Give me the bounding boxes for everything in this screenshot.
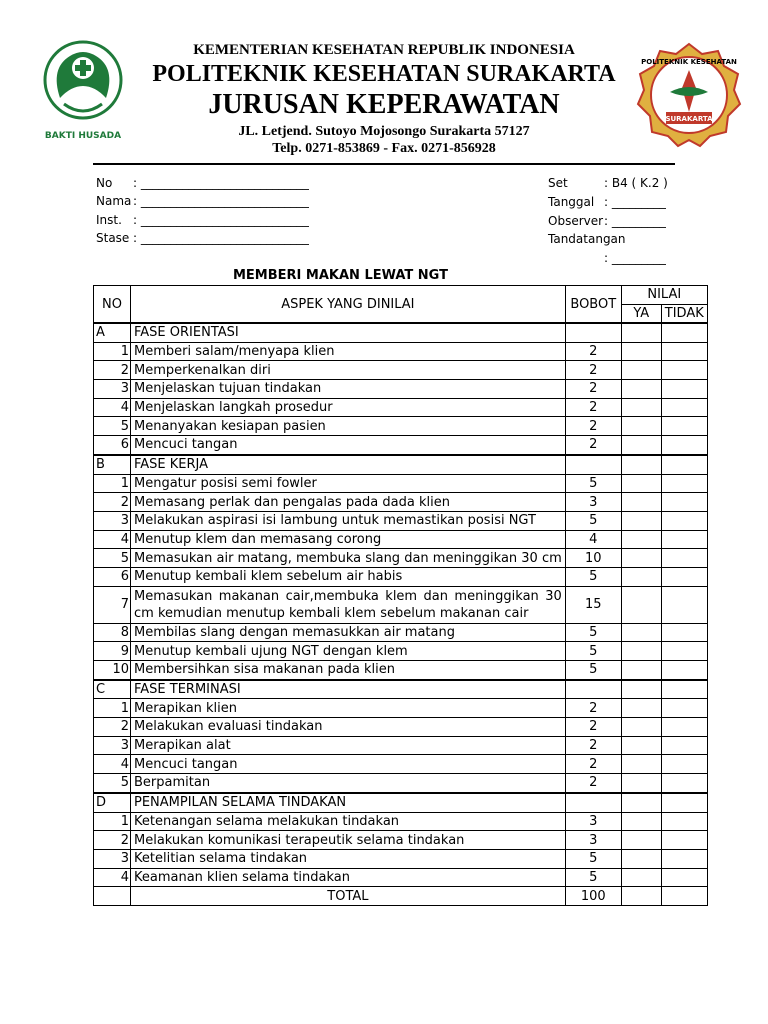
row-bobot: 5	[565, 868, 621, 887]
row-no: 8	[94, 623, 131, 642]
row-no: 2	[94, 718, 131, 737]
row-ya-cell[interactable]	[621, 793, 661, 812]
row-ya-cell[interactable]	[621, 342, 661, 361]
field-set	[548, 176, 668, 190]
form-title: MEMBERI MAKAN LEWAT NGT	[232, 268, 448, 283]
row-no: 2	[94, 831, 131, 850]
row-ya-cell[interactable]	[621, 774, 661, 793]
row-tidak-cell[interactable]	[661, 812, 707, 831]
table-row	[94, 567, 708, 586]
ministry-heading: KEMENTERIAN KESEHATAN REPUBLIK INDONESIA	[193, 42, 575, 58]
row-ya-cell[interactable]	[621, 380, 661, 399]
row-aspek: FASE ORIENTASI	[131, 323, 566, 342]
field-tandatangan-label	[548, 232, 626, 246]
row-tidak-cell[interactable]	[661, 474, 707, 493]
field-tanggal	[548, 195, 666, 209]
row-no: 2	[94, 361, 131, 380]
row-bobot: 2	[565, 417, 621, 436]
row-aspek: Ketelitian selama tindakan	[131, 849, 566, 868]
row-aspek: Memberi salam/menyapa klien	[131, 342, 566, 361]
row-bobot: 5	[565, 661, 621, 680]
header-nilai: NILAI	[621, 286, 707, 305]
field-no	[96, 176, 309, 190]
row-no: 7	[94, 586, 131, 623]
row-aspek: Mengatur posisi semi fowler	[131, 474, 566, 493]
row-tidak-cell[interactable]	[661, 323, 707, 342]
row-aspek: Memperkenalkan diri	[131, 361, 566, 380]
row-bobot: 4	[565, 530, 621, 549]
tandatangan-label: Tandatangan	[548, 232, 626, 246]
table-row	[94, 642, 708, 661]
row-tidak-cell[interactable]	[661, 868, 707, 887]
row-ya-cell[interactable]	[621, 623, 661, 642]
row-tidak-cell[interactable]	[661, 567, 707, 586]
row-no: 6	[94, 436, 131, 455]
row-ya-cell[interactable]	[621, 849, 661, 868]
field-no-sep: :	[133, 176, 138, 190]
row-tidak-cell[interactable]	[661, 661, 707, 680]
field-tanggal-sep: :	[604, 195, 609, 209]
row-ya-cell[interactable]	[621, 436, 661, 455]
row-no: A	[94, 323, 131, 342]
field-inst-label: Inst.	[96, 213, 122, 227]
field-tanggal-value[interactable]: _________	[611, 195, 666, 209]
row-bobot: 2	[565, 699, 621, 718]
field-inst-sep: :	[133, 213, 138, 227]
field-inst	[96, 213, 309, 227]
row-tidak-cell[interactable]	[661, 586, 707, 623]
table-row	[94, 380, 708, 399]
row-bobot: 5	[565, 511, 621, 530]
total-value: 100	[565, 887, 621, 906]
row-no: 5	[94, 774, 131, 793]
row-no: 1	[94, 699, 131, 718]
row-bobot: 15	[565, 586, 621, 623]
row-bobot: 3	[565, 831, 621, 850]
header-divider	[93, 163, 675, 165]
row-tidak-cell[interactable]	[661, 774, 707, 793]
row-tidak-cell[interactable]	[661, 718, 707, 737]
row-aspek: Memasukan air matang, membuka slang dan meninggikan 30 cm	[131, 549, 566, 568]
row-aspek: Merapikan alat	[131, 736, 566, 755]
total-row	[94, 887, 708, 906]
row-aspek: Melakukan evaluasi tindakan	[131, 718, 566, 737]
row-tidak-cell[interactable]	[661, 342, 707, 361]
row-ya-cell[interactable]	[621, 511, 661, 530]
row-ya-cell[interactable]	[621, 549, 661, 568]
section-row	[94, 793, 708, 812]
row-tidak-cell[interactable]	[661, 455, 707, 474]
field-stase-label: Stase	[96, 231, 130, 245]
row-bobot	[565, 455, 621, 474]
row-bobot: 2	[565, 736, 621, 755]
row-ya-cell[interactable]	[621, 642, 661, 661]
row-bobot	[565, 323, 621, 342]
table-row	[94, 868, 708, 887]
row-aspek: Merapikan klien	[131, 699, 566, 718]
row-ya-cell[interactable]	[621, 417, 661, 436]
row-no: 10	[94, 661, 131, 680]
row-aspek: Keamanan klien selama tindakan	[131, 868, 566, 887]
field-nama-label: Nama	[96, 194, 132, 208]
table-row	[94, 530, 708, 549]
row-tidak-cell[interactable]	[661, 549, 707, 568]
row-aspek: FASE TERMINASI	[131, 680, 566, 699]
row-bobot: 2	[565, 436, 621, 455]
row-aspek: Menanyakan kesiapan pasien	[131, 417, 566, 436]
row-ya-cell[interactable]	[621, 699, 661, 718]
table-row	[94, 398, 708, 417]
table-row	[94, 699, 708, 718]
row-aspek: Berpamitan	[131, 774, 566, 793]
row-bobot: 2	[565, 380, 621, 399]
field-observer-label: Observer	[548, 214, 604, 228]
row-aspek: Ketenangan selama melakukan tindakan	[131, 812, 566, 831]
field-tandatangan	[604, 251, 666, 265]
row-ya-cell[interactable]	[621, 398, 661, 417]
field-set-sep: :	[604, 176, 609, 190]
row-aspek: Menutup kembali ujung NGT dengan klem	[131, 642, 566, 661]
row-bobot: 5	[565, 623, 621, 642]
department-heading: JURUSAN KEPERAWATAN	[208, 89, 560, 120]
row-bobot: 2	[565, 398, 621, 417]
row-bobot: 3	[565, 493, 621, 512]
contact-line: Telp. 0271-853869 - Fax. 0271-856928	[272, 141, 496, 156]
header-ya: YA	[621, 304, 661, 323]
table-row	[94, 736, 708, 755]
row-aspek: Membersihkan sisa makanan pada klien	[131, 661, 566, 680]
header-aspek: ASPEK YANG DINILAI	[131, 286, 566, 324]
section-row	[94, 323, 708, 342]
field-no-value[interactable]: ____________________________	[140, 176, 309, 190]
field-stase	[96, 231, 309, 245]
row-no: 5	[94, 549, 131, 568]
row-aspek: Menutup kembali klem sebelum air habis	[131, 567, 566, 586]
row-ya-cell[interactable]	[621, 812, 661, 831]
row-ya-cell[interactable]	[621, 474, 661, 493]
field-stase-sep: :	[133, 231, 138, 245]
assessment-table	[93, 285, 708, 906]
row-aspek: Melakukan komunikasi terapeutik selama tindakan	[131, 831, 566, 850]
row-no: 2	[94, 493, 131, 512]
row-ya-cell[interactable]	[621, 493, 661, 512]
row-no: 3	[94, 849, 131, 868]
table-row	[94, 361, 708, 380]
logo-right-text-top: POLITEKNIK KESEHATAN	[641, 58, 737, 66]
row-ya-cell[interactable]	[621, 586, 661, 623]
table-row	[94, 342, 708, 361]
field-observer-value[interactable]: _________	[611, 214, 666, 228]
table-row	[94, 755, 708, 774]
row-tidak-cell[interactable]	[661, 755, 707, 774]
row-ya-cell[interactable]	[621, 680, 661, 699]
field-set-value: B4 ( K.2 )	[611, 176, 668, 190]
row-bobot: 10	[565, 549, 621, 568]
row-tidak-cell[interactable]	[661, 530, 707, 549]
table-row	[94, 661, 708, 680]
table-row	[94, 623, 708, 642]
row-aspek: PENAMPILAN SELAMA TINDAKAN	[131, 793, 566, 812]
table-row	[94, 849, 708, 868]
row-no: B	[94, 455, 131, 474]
logo-left-text: BAKTI HUSADA	[44, 131, 122, 141]
row-bobot: 2	[565, 774, 621, 793]
row-bobot: 2	[565, 361, 621, 380]
total-ya-cell[interactable]	[621, 887, 661, 906]
table-row	[94, 417, 708, 436]
row-tidak-cell[interactable]	[661, 417, 707, 436]
row-ya-cell[interactable]	[621, 323, 661, 342]
total-no-cell	[94, 887, 131, 906]
row-aspek: Menjelaskan tujuan tindakan	[131, 380, 566, 399]
row-ya-cell[interactable]	[621, 455, 661, 474]
row-bobot: 5	[565, 642, 621, 661]
table-row	[94, 493, 708, 512]
row-no: 4	[94, 398, 131, 417]
field-nama	[96, 194, 309, 208]
row-aspek: Menjelaskan langkah prosedur	[131, 398, 566, 417]
row-no: 5	[94, 417, 131, 436]
field-tandatangan-value[interactable]: _________	[611, 251, 666, 265]
table-row	[94, 718, 708, 737]
row-ya-cell[interactable]	[621, 736, 661, 755]
row-tidak-cell[interactable]	[661, 436, 707, 455]
header-no: NO	[94, 286, 131, 324]
field-tandatangan-sep: :	[604, 251, 609, 265]
row-ya-cell[interactable]	[621, 361, 661, 380]
table-row	[94, 474, 708, 493]
row-tidak-cell[interactable]	[661, 642, 707, 661]
row-ya-cell[interactable]	[621, 567, 661, 586]
row-no: 1	[94, 812, 131, 831]
institution-heading: POLITEKNIK KESEHATAN SURAKARTA	[152, 61, 616, 87]
total-tidak-cell[interactable]	[661, 887, 707, 906]
row-no: 9	[94, 642, 131, 661]
row-bobot: 5	[565, 474, 621, 493]
row-no: C	[94, 680, 131, 699]
table-row	[94, 812, 708, 831]
table-row	[94, 831, 708, 850]
field-observer-sep: :	[604, 214, 609, 228]
row-bobot: 2	[565, 718, 621, 737]
header-tidak: TIDAK	[661, 304, 707, 323]
field-stase-value[interactable]: ____________________________	[140, 231, 309, 245]
row-tidak-cell[interactable]	[661, 398, 707, 417]
row-tidak-cell[interactable]	[661, 511, 707, 530]
row-aspek: Memasang perlak dan pengalas pada dada klien	[131, 493, 566, 512]
field-nama-sep: :	[133, 194, 138, 208]
table-row	[94, 436, 708, 455]
table-row	[94, 549, 708, 568]
row-tidak-cell[interactable]	[661, 680, 707, 699]
row-no: 1	[94, 342, 131, 361]
row-no: 3	[94, 380, 131, 399]
row-no: 4	[94, 868, 131, 887]
table-row	[94, 511, 708, 530]
section-row	[94, 455, 708, 474]
row-tidak-cell[interactable]	[661, 361, 707, 380]
field-observer	[548, 214, 666, 228]
row-tidak-cell[interactable]	[661, 736, 707, 755]
field-set-label: Set	[548, 176, 568, 190]
section-row	[94, 680, 708, 699]
row-bobot	[565, 680, 621, 699]
row-no: 4	[94, 755, 131, 774]
row-no: D	[94, 793, 131, 812]
row-tidak-cell[interactable]	[661, 380, 707, 399]
field-inst-value[interactable]: ____________________________	[140, 213, 309, 227]
logo-right-text-bottom: SURAKARTA	[665, 115, 713, 123]
row-bobot: 3	[565, 812, 621, 831]
row-no: 6	[94, 567, 131, 586]
row-tidak-cell[interactable]	[661, 831, 707, 850]
row-tidak-cell[interactable]	[661, 793, 707, 812]
field-nama-value[interactable]: ____________________________	[140, 194, 309, 208]
row-tidak-cell[interactable]	[661, 699, 707, 718]
row-aspek: Menutup klem dan memasang corong	[131, 530, 566, 549]
row-bobot: 5	[565, 567, 621, 586]
table-row	[94, 586, 708, 623]
row-tidak-cell[interactable]	[661, 623, 707, 642]
row-aspek: Membilas slang dengan memasukkan air matang	[131, 623, 566, 642]
poltekkes-surakarta-logo	[636, 42, 742, 148]
row-ya-cell[interactable]	[621, 755, 661, 774]
field-tanggal-label: Tanggal	[548, 195, 595, 209]
row-ya-cell[interactable]	[621, 661, 661, 680]
row-tidak-cell[interactable]	[661, 493, 707, 512]
row-aspek: Memasukan makanan cair,membuka klem dan meninggikan 30 cm kemudian menutup kembali klem sebelum makanan cair	[131, 586, 566, 623]
row-aspek: Mencuci tangan	[131, 755, 566, 774]
field-no-label: No	[96, 176, 113, 190]
table-row	[94, 774, 708, 793]
row-ya-cell[interactable]	[621, 868, 661, 887]
bakti-husada-logo	[40, 38, 126, 146]
row-tidak-cell[interactable]	[661, 849, 707, 868]
row-no: 1	[94, 474, 131, 493]
total-label: TOTAL	[131, 887, 566, 906]
row-aspek: Mencuci tangan	[131, 436, 566, 455]
row-ya-cell[interactable]	[621, 831, 661, 850]
row-no: 4	[94, 530, 131, 549]
row-bobot: 2	[565, 755, 621, 774]
header-bobot: BOBOT	[565, 286, 621, 324]
row-no: 3	[94, 511, 131, 530]
row-bobot	[565, 793, 621, 812]
row-ya-cell[interactable]	[621, 718, 661, 737]
row-bobot: 5	[565, 849, 621, 868]
row-aspek: Melakukan aspirasi isi lambung untuk memastikan posisi NGT	[131, 511, 566, 530]
address-line: JL. Letjend. Sutoyo Mojosongo Surakarta 57127	[238, 124, 530, 139]
row-aspek: FASE KERJA	[131, 455, 566, 474]
row-bobot: 2	[565, 342, 621, 361]
table-header-row	[94, 286, 708, 305]
row-ya-cell[interactable]	[621, 530, 661, 549]
row-no: 3	[94, 736, 131, 755]
